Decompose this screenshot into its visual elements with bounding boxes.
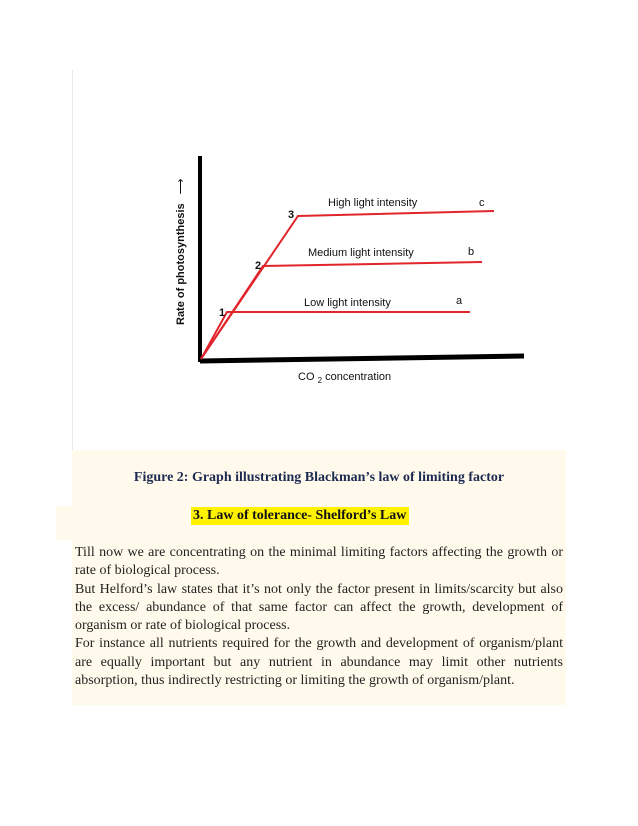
- line-label-high: High light intensity: [328, 197, 418, 209]
- paragraph-2: But Helford’s law states that it’s not only the factor present in limits/scarcity but also the excess/ abundance of that same factor can affect the growth, development of organism or rate of biological process.: [75, 581, 563, 634]
- y-axis-arrow-icon: ⟶: [175, 178, 187, 195]
- x-axis-label: [298, 371, 391, 386]
- x-axis-label-subscript: 2: [317, 376, 323, 385]
- end-label-b: b: [468, 246, 475, 258]
- paragraph-3: For instance all nutrients required for the growth and development of organism/plant are equally important but any nutrient in abundance may limit other nutrients absorption, thus indirectly restricting or limiting the growth of organism/plant.: [75, 636, 563, 689]
- curve-high: [201, 211, 494, 359]
- point-label-1: 1: [219, 307, 226, 319]
- figure-caption: Figure 2: Graph illustrating Blackman’s law of limiting factor: [133, 470, 505, 485]
- blackman-graph: [72, 70, 566, 450]
- curve-medium: [201, 262, 482, 359]
- y-axis-label-text: Rate of photosynthesis: [175, 203, 187, 325]
- end-label-a: a: [456, 295, 463, 307]
- y-axis-label: [175, 178, 187, 325]
- x-axis-label-prefix: CO: [298, 371, 315, 383]
- curve-low: [201, 312, 470, 359]
- paragraph-1: Till now we are concentrating on the minimal limiting factors affecting the growth or rate of biological process.: [75, 545, 563, 579]
- end-label-c: c: [479, 197, 485, 209]
- x-axis: [200, 356, 524, 361]
- point-label-2: 2: [255, 260, 262, 272]
- line-label-low: Low light intensity: [304, 297, 391, 309]
- line-label-medium: Medium light intensity: [308, 247, 414, 259]
- point-label-3: 3: [288, 209, 295, 221]
- figure-graph: [72, 70, 566, 450]
- section-heading: 3. Law of tolerance- Shelford’s Law: [191, 507, 409, 525]
- x-axis-label-suffix: concentration: [325, 371, 392, 383]
- body-text: [75, 544, 563, 690]
